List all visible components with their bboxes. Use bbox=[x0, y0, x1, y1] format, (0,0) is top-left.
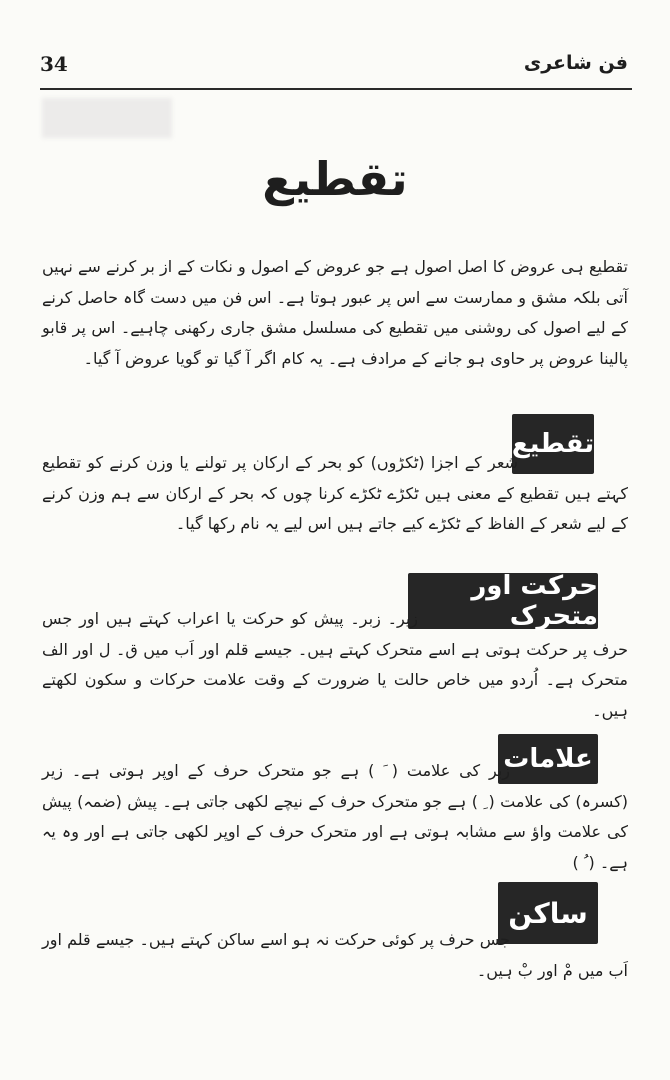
section-heading-sakin: ساکن bbox=[498, 882, 598, 944]
running-title: فن شاعری bbox=[523, 52, 628, 74]
chapter-title: تقطیع bbox=[262, 152, 408, 206]
section-heading-taqti: تقطیع bbox=[512, 414, 594, 474]
section-text-harkat: زیر۔ زبر۔ پیش کو حرکت یا اعراب کہتے ہیں اور جس حرف پر حرکت ہوتی ہے اسے متحرک کہتے ہیں۔ جیسے قلم اور اَب میں ق۔ ل اور الف متحرک ہے۔ اُردو میں خاص حالت یا ضرورت کے وقت علامت حرکات و سکون لکھتے ہیں۔ bbox=[42, 609, 628, 720]
section-heading-alamat: علامات bbox=[498, 734, 598, 784]
section-text-sakin: جس حرف پر کوئی حرکت نہ ہو اسے ساکن کہتے ہیں۔ جیسے قلم اور اَب میں مْ اور بْ ہیں۔ bbox=[42, 930, 628, 980]
section-text-alamat: زبر کی علامت ( َ ) ہے جو متحرک حرف کے اوپر ہوتی ہے۔ زیر (کسرہ) کی علامت ( ِ ) ہے جو متحرک حرف کے نیچے لکھی جاتی ہے۔ پیش (ضمہ) پیش کی علامت واؤ سے مشابہ ہوتی ہے اور متحرک حرف کے اوپر لکھی جاتی ہے اور وہ یہ ہے۔ ( ُ ) bbox=[42, 761, 628, 872]
section-heading-harkat: حرکت اور متحرک bbox=[408, 573, 598, 629]
header-rule bbox=[40, 88, 632, 90]
section-text-taqti: شعر کے اجزا (ٹکڑوں) کو بحر کے ارکان پر تولنے یا وزن کرنے کو تقطیع کہتے ہیں تقطیع کے معنی ہیں ٹکڑے ٹکڑے کرنا چوں کہ بحر کے ارکان سے ہم وزن کرنے کے لیے شعر کے الفاظ کے ٹکڑے کیے جاتے ہیں اس لیے یہ نام رکھا گیا۔ bbox=[42, 453, 628, 533]
page-number: 34 bbox=[40, 52, 68, 76]
scan-smudge bbox=[42, 98, 172, 138]
intro-paragraph: تقطیع ہی عروض کا اصل اصول ہے جو عروض کے اصول و نکات کے از بر کرنے سے نہیں آتی بلکہ مشق و ممارست سے اس پر عبور ہوتا ہے۔ اس فن میں دست گاہ حاصل کرنے کے لیے اصول کی روشنی میں تقطیع کی مسلسل مشق جاری رکھنی چاہیے۔ اس پر قابو پالینا عروض پر حاوی ہو جانے کے مرادف ہے۔ یہ کام اگر آ گیا تو گویا عروض آ گیا۔ bbox=[42, 257, 628, 368]
